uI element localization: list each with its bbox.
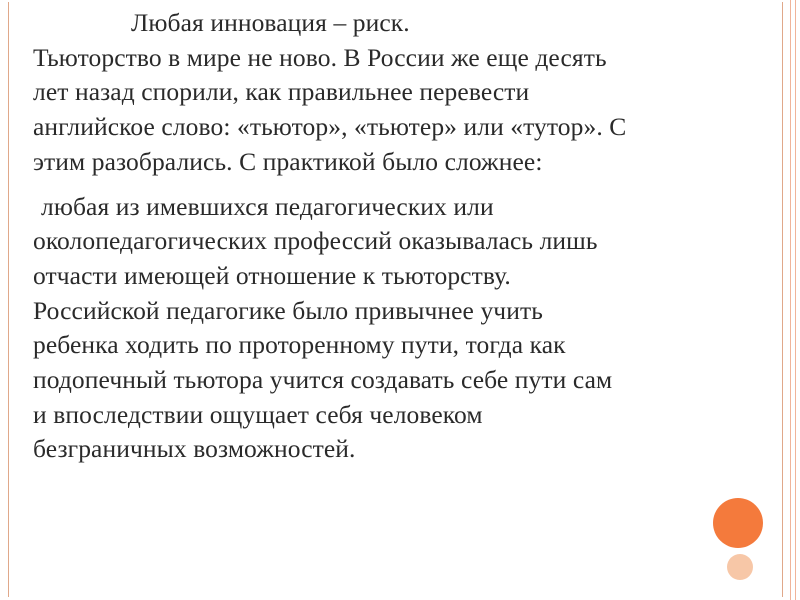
paragraph-1 — [33, 6, 773, 180]
text-line: ребенка ходить по проторенному пути, тогда как — [33, 330, 566, 360]
paragraph-2 — [33, 190, 773, 468]
slide-body-text — [33, 6, 773, 467]
decorative-rule — [790, 0, 791, 600]
text-line: Тьюторство в мире не ново. В России же еще десять — [33, 42, 607, 72]
text-line: любая из имевшихся педагогических или — [41, 191, 494, 221]
text-line: отчасти имеющей отношение к тьюторству. — [33, 260, 511, 290]
decorative-circle-large — [713, 498, 763, 548]
text-line: околопедагогических профессий оказывалась лишь — [33, 226, 598, 256]
decorative-rule — [795, 0, 796, 600]
text-line: Любая инновация – риск. — [131, 8, 410, 37]
text-line: лет назад спорили, как правильнее перевести — [33, 77, 530, 107]
text-line: Российской педагогике было привычнее учить — [33, 295, 543, 325]
text-line: и впоследствии ощущает себя человеком — [33, 399, 483, 429]
text-line: этим разобрались. С практикой было сложнее: — [33, 146, 543, 176]
text-line: английское слово: «тьютор», «тьютер» или «тутор». С — [33, 112, 627, 142]
text-line: безграничных возможностей. — [33, 434, 356, 464]
text-line: подопечный тьютора учится создавать себе пути сам — [33, 365, 613, 395]
decorative-circle-small — [727, 554, 753, 580]
